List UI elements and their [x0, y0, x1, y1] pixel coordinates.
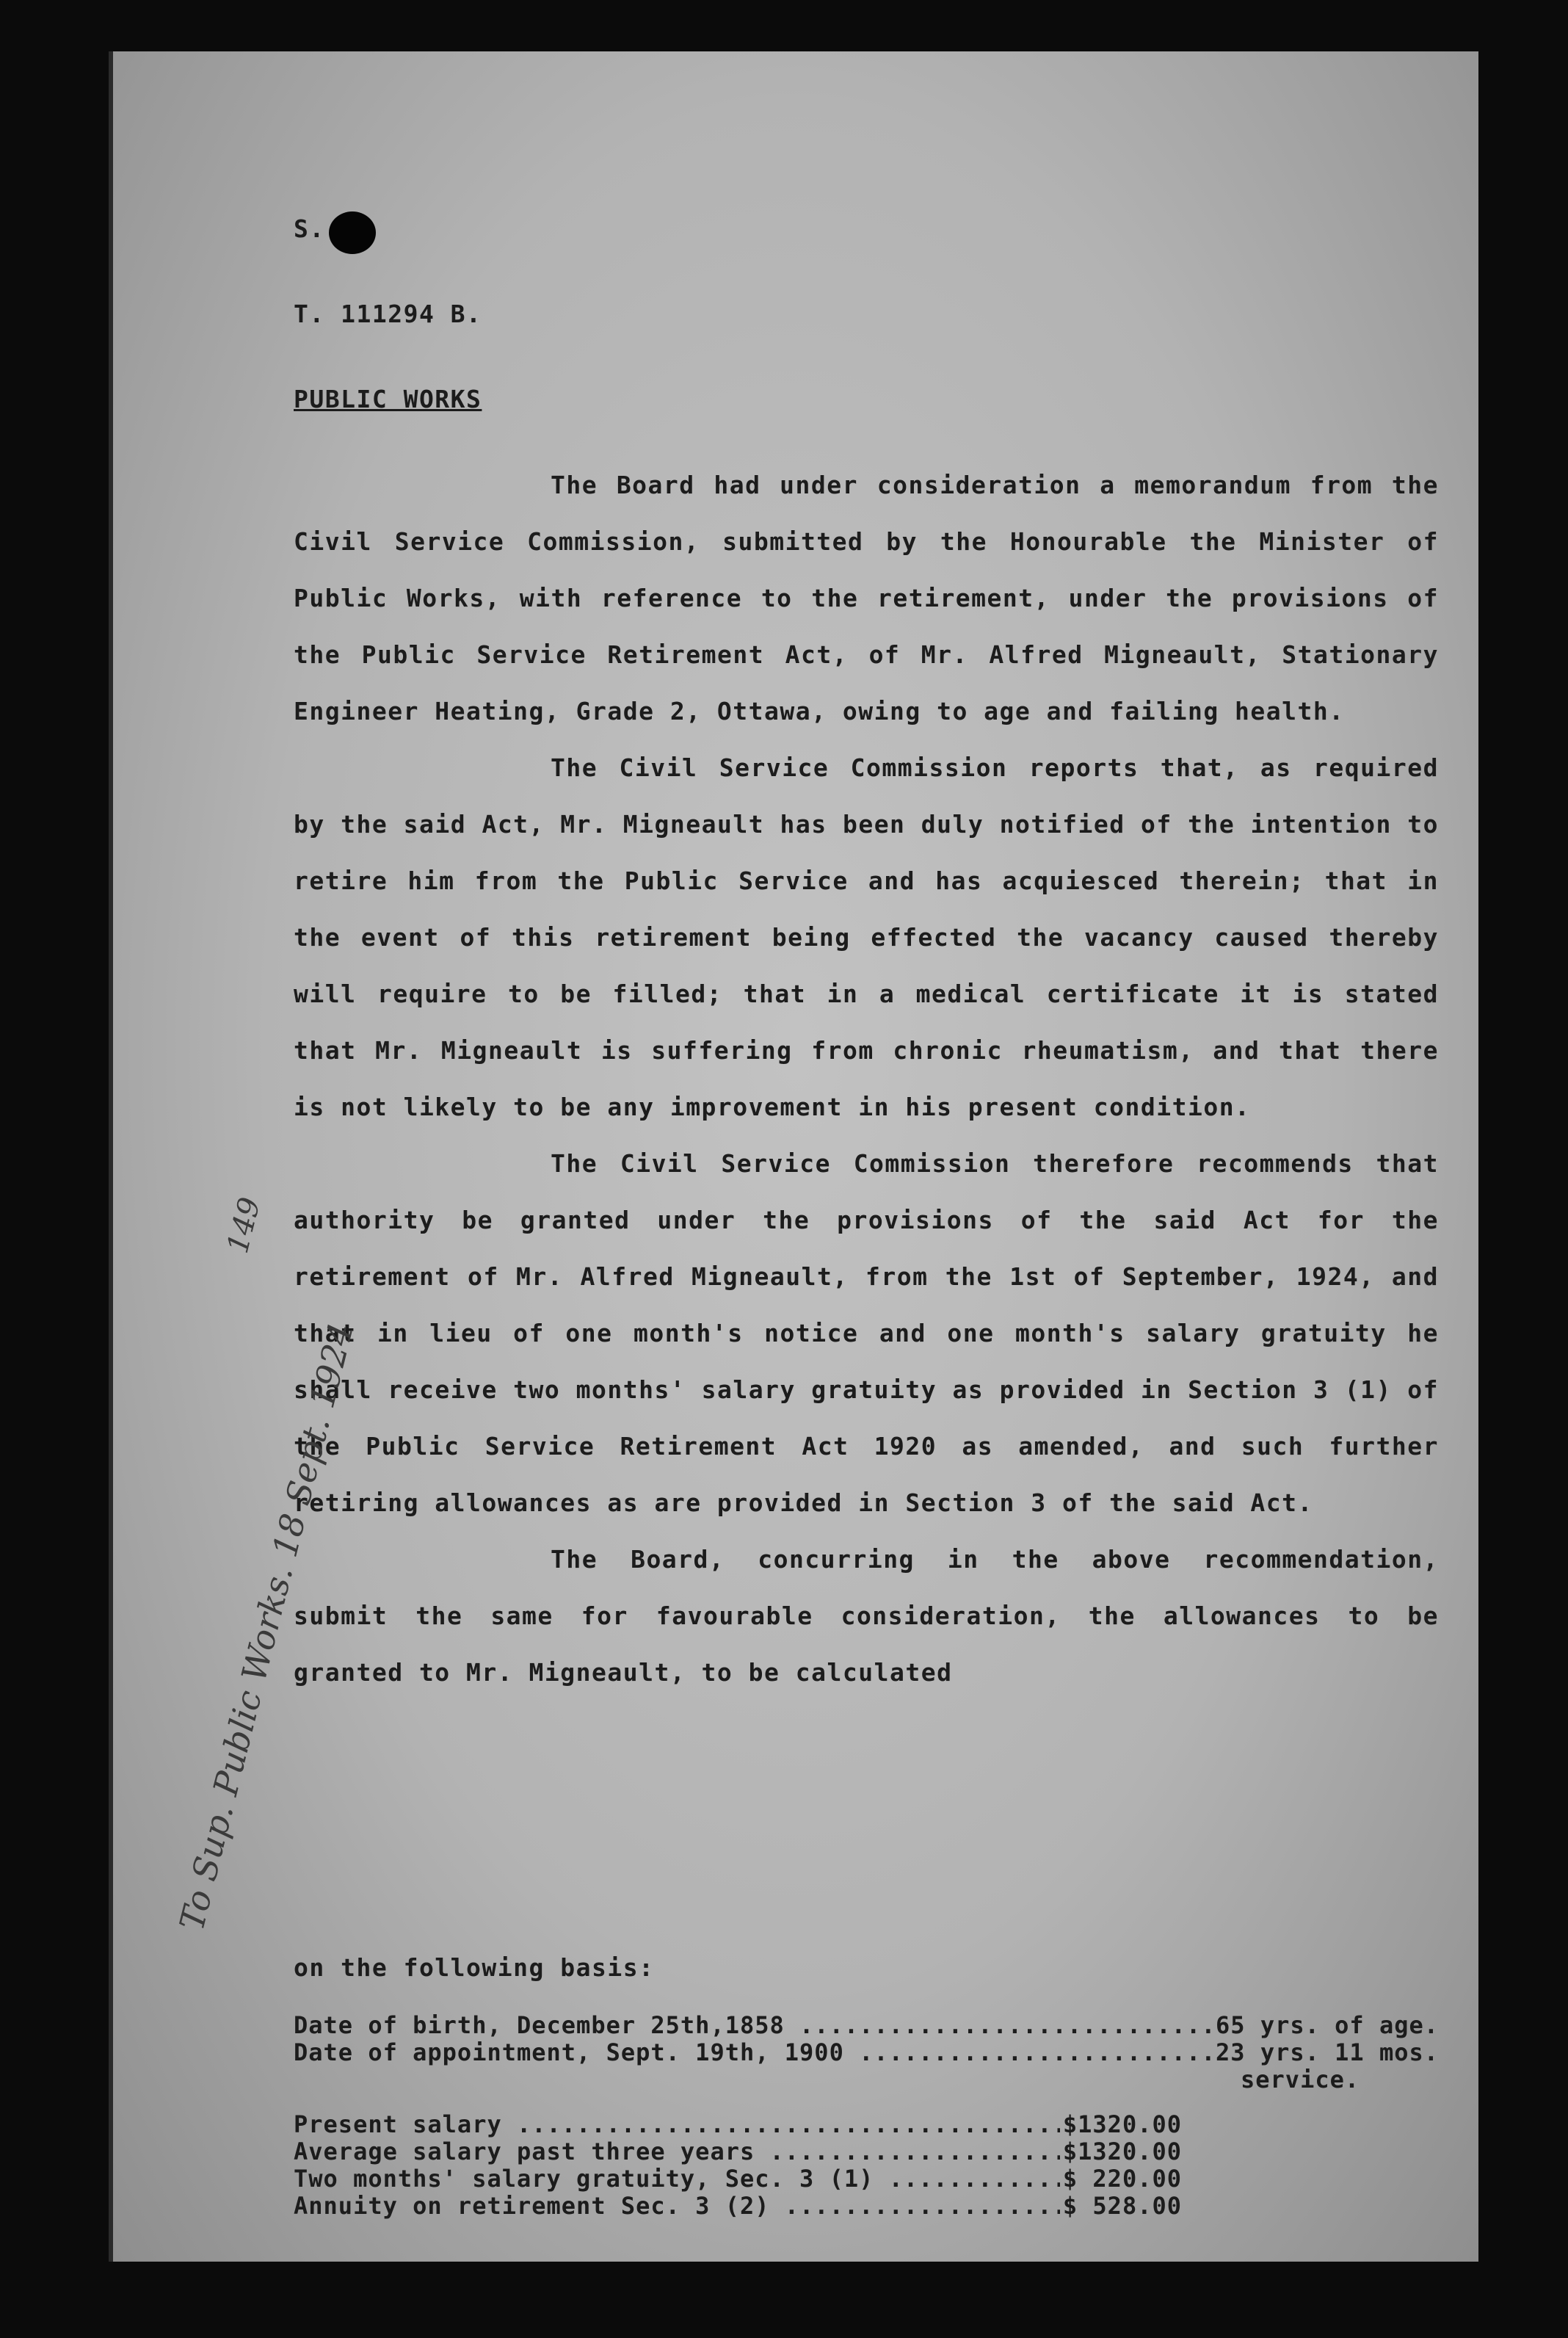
paragraph-3: The Civil Service Commission therefore recommends that authority be granted under the provisions of the said Act for the retirement of Mr. Alfred Migneault, from the 1st of September, 1924, and that in lieu of one month's notice and one month's salary gratuity he shall receive two months' salary gratuity as provided in Section 3 (1) of the Public Service Retirement Act 1920 as amended, and such further retiring allowances as are provided in Section 3 of the said Act. — [294, 1149, 1439, 1517]
handwritten-side-number: 149 — [220, 1194, 268, 1257]
page-heading: PUBLIC WORKS — [294, 385, 482, 413]
salary-table — [294, 2111, 1182, 2220]
row-value: 65 yrs. of age. — [1216, 2011, 1439, 2039]
table-row — [294, 2193, 1182, 2220]
paragraph-4: The Board, concurring in the above recommendation, submit the same for favourable consideration, the allowances to be granted to Mr. Migneault, to be calculated — [294, 1545, 1439, 1687]
paragraph-1: The Board had under consideration a memorandum from the Civil Service Commission, submitted by the Honourable the Minister of Public Works, with reference to the retirement, under the provisions of the Public Service Retirement Act, of Mr. Alfred Migneault, Stationary Engineer Heating, Grade 2, Ottawa, owing to age and failing health. — [294, 471, 1439, 725]
row-value: 23 yrs. 11 mos. — [1216, 2038, 1439, 2066]
row-label: Average salary past three years ..... — [294, 2138, 1060, 2165]
row-label: Present salary ..... — [294, 2111, 1060, 2138]
row-value: $ 528.00 — [1062, 2192, 1182, 2220]
table-row — [294, 2138, 1182, 2165]
file-code: S. — [294, 214, 325, 243]
row-label: Date of birth, December 25th,1858 ..... — [294, 2012, 1213, 2039]
row-continuation: service. — [1241, 2066, 1360, 2093]
row-value: $1320.00 — [1062, 2138, 1182, 2165]
table-row — [294, 2012, 1439, 2039]
row-label: Annuity on retirement Sec. 3 (2) ..... — [294, 2193, 1060, 2220]
row-label: Date of appointment, Sept. 19th, 1900 ..... — [294, 2039, 1213, 2066]
body-text — [294, 457, 1439, 1701]
reference-number: T. 111294 B. — [294, 300, 482, 328]
basis-line: on the following basis: — [294, 1953, 655, 1982]
table-row — [294, 2039, 1439, 2066]
punch-hole — [329, 211, 376, 254]
paragraph-2: The Civil Service Commission reports that, as required by the said Act, Mr. Migneault has been duly notified of the intention to retire him from the Public Service and has acquiesced therein; that in the event of this retirement being effected the vacancy caused thereby will require to be filled; that in a medical certificate it is stated that Mr. Migneault is suffering from chronic rheumatism, and that there is not likely to be any improvement in his present condition. — [294, 753, 1439, 1121]
row-value: $ 220.00 — [1062, 2165, 1182, 2193]
age-service-table — [294, 2012, 1439, 2220]
handwritten-margin-note: To Sup. Public Works. 18 Sept. 1924 — [171, 1319, 361, 1935]
row-value: $1320.00 — [1062, 2110, 1182, 2138]
table-row — [294, 2111, 1182, 2138]
table-row — [294, 2165, 1182, 2193]
row-label: Two months' salary gratuity, Sec. 3 (1) ..... — [294, 2165, 1060, 2193]
